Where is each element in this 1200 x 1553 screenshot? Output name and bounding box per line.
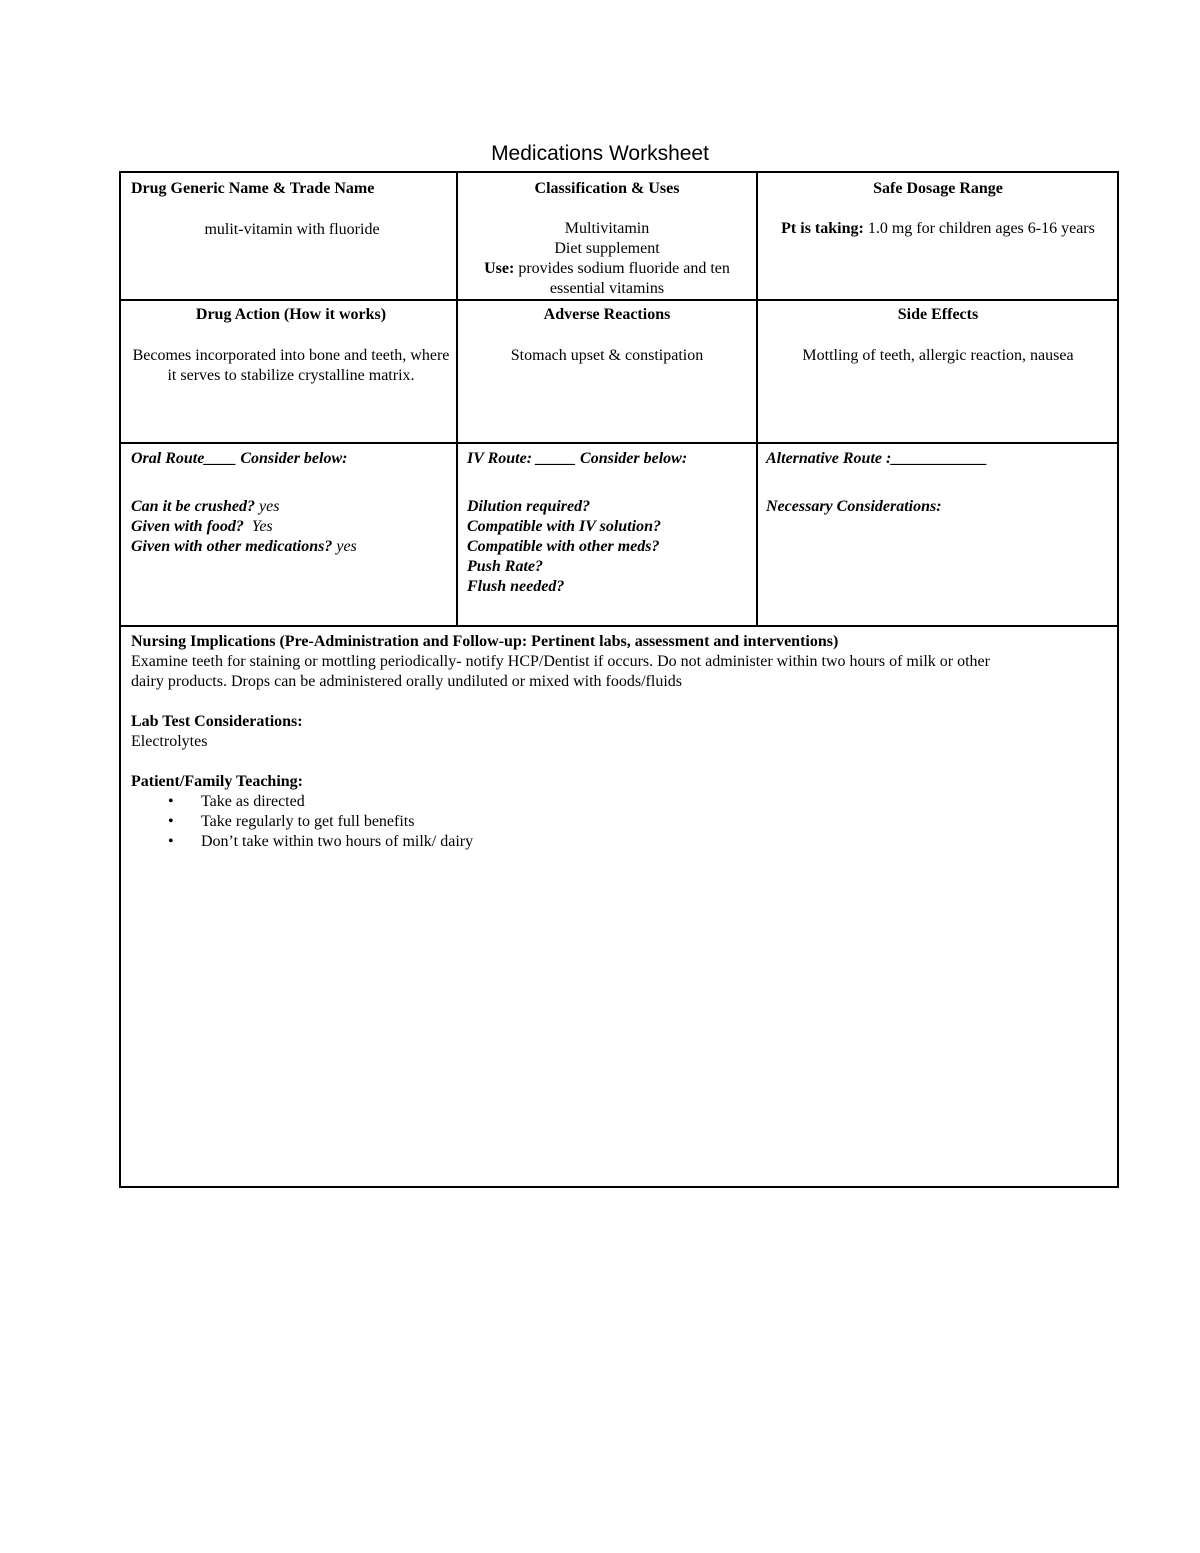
food-label: Given with food? — [131, 518, 244, 535]
side-effects-cell — [761, 305, 1115, 366]
necessary-considerations-label: Necessary Considerations: — [766, 498, 942, 515]
other-meds-label: Given with other medications? — [131, 538, 333, 555]
teaching-heading: Patient/Family Teaching: — [131, 773, 303, 790]
row-divider-3 — [121, 625, 1117, 627]
column-divider-1 — [456, 173, 458, 625]
other-meds-compat-question: Compatible with other meds? — [467, 538, 660, 555]
nursing-implications-cell — [131, 632, 1106, 852]
crushed-answer: yes — [255, 498, 280, 515]
worksheet-table — [119, 171, 1119, 1188]
teaching-item-text: Take regularly to get full benefits — [201, 813, 415, 830]
dosage-heading: Safe Dosage Range — [873, 180, 1003, 197]
adverse-reactions-value: Stomach upset & constipation — [510, 347, 704, 364]
row-divider-2 — [121, 442, 1117, 444]
use-label: Use: — [484, 260, 515, 277]
classification-line-2: Diet supplement — [554, 240, 660, 257]
list-item — [131, 832, 1106, 852]
dilution-question: Dilution required? — [467, 498, 591, 515]
lab-test-value: Electrolytes — [131, 733, 208, 750]
bullet-icon: • — [168, 813, 174, 830]
drug-action-value: Becomes incorporated into bone and teeth, where it serves to stabilize crystalline matrix. — [132, 347, 450, 384]
list-item — [131, 812, 1106, 832]
drug-name-value: mulit-vitamin with fluoride — [204, 221, 380, 238]
teaching-item-text: Take as directed — [201, 793, 305, 810]
push-rate-question: Push Rate? — [467, 558, 544, 575]
crushed-question — [131, 497, 453, 517]
iv-route-cell — [467, 449, 754, 597]
food-answer: Yes — [243, 518, 273, 535]
alternative-route-heading: Alternative Route :____________ — [766, 450, 988, 467]
teaching-list — [131, 792, 1106, 852]
oral-route-cell — [131, 449, 453, 557]
nursing-implications-heading: Nursing Implications (Pre-Administration and Follow-up: Pertinent labs, assessment and interventions) — [131, 633, 839, 650]
side-effects-heading: Side Effects — [897, 306, 979, 323]
bullet-icon: • — [168, 833, 174, 850]
oral-route-heading: Oral Route____ Consider below: — [131, 450, 348, 467]
dosage-value — [771, 219, 1105, 239]
iv-solution-question: Compatible with IV solution? — [467, 518, 661, 535]
drug-name-cell — [131, 179, 453, 240]
other-meds-answer: yes — [332, 538, 357, 555]
side-effects-value: Mottling of teeth, allergic reaction, nausea — [802, 347, 1074, 364]
classification-line-1: Multivitamin — [564, 220, 650, 237]
column-divider-2 — [756, 173, 758, 625]
flush-question: Flush needed? — [467, 578, 565, 595]
adverse-reactions-heading: Adverse Reactions — [543, 306, 671, 323]
classification-heading: Classification & Uses — [534, 180, 680, 197]
iv-route-heading: IV Route: _____ Consider below: — [467, 450, 688, 467]
pt-taking-label: Pt is taking: — [781, 220, 864, 237]
use-text: provides sodium fluoride and ten essential vitamins — [514, 260, 730, 297]
crushed-label: Can it be crushed? — [131, 498, 256, 515]
nursing-text-line-2: dairy products. Drops can be administered orally undiluted or mixed with foods/fluids — [131, 673, 682, 690]
classification-use — [460, 259, 754, 299]
drug-action-cell — [127, 305, 455, 386]
other-meds-question — [131, 537, 453, 557]
classification-cell — [460, 179, 754, 299]
pt-taking-text: 1.0 mg for children ages 6-16 years — [863, 220, 1095, 237]
row-divider-1 — [121, 299, 1117, 301]
food-question — [131, 517, 453, 537]
alternative-route-cell — [766, 449, 1111, 517]
lab-test-heading: Lab Test Considerations: — [131, 713, 303, 730]
page-title: Medications Worksheet — [491, 142, 709, 165]
dosage-cell — [771, 179, 1105, 239]
teaching-item-text: Don’t take within two hours of milk/ dairy — [201, 833, 474, 850]
drug-action-heading: Drug Action (How it works) — [195, 306, 387, 323]
drug-name-heading: Drug Generic Name & Trade Name — [131, 180, 375, 197]
nursing-text-line-1: Examine teeth for staining or mottling periodically- notify HCP/Dentist if occurs. Do not administer within two hours of milk or other — [131, 653, 990, 670]
bullet-icon: • — [168, 793, 174, 810]
adverse-reactions-cell — [460, 305, 754, 366]
list-item — [131, 792, 1106, 812]
